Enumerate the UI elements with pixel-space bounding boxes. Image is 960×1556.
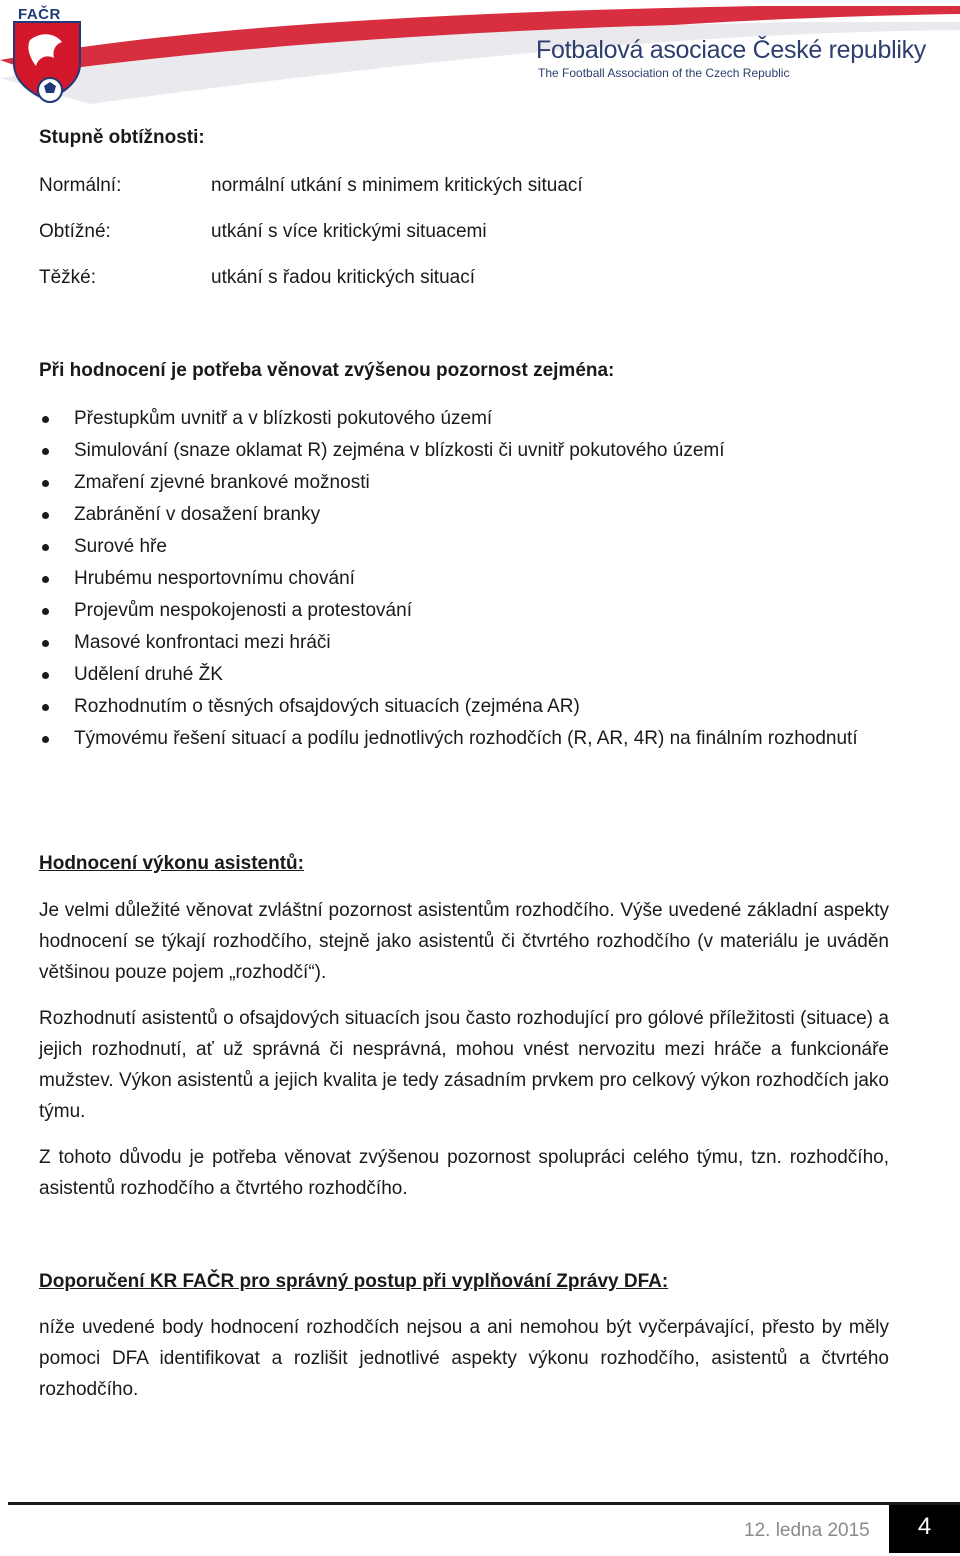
difficulty-description: utkání s více kritickými situacemi (211, 221, 487, 242)
assistants-heading: Hodnocení výkonu asistentů: (39, 853, 304, 874)
difficulty-label: Obtížné: (39, 221, 111, 242)
assistants-paragraph: Rozhodnutí asistentů o ofsajdových situacích jsou často rozhodující pro gólové příležitosti (situace) a jejich rozhodnutí, ať už správná či nesprávná, mohou vnést nervozitu mezi hráče a funkcionáře mužstev. Výkon asistentů a jejich kvalita je tedy zásadním prvkem pro celkový výkon rozhodčích jako týmu. (39, 1008, 889, 1122)
bullet-icon (42, 544, 49, 551)
difficulty-description: utkání s řadou kritických situací (211, 267, 475, 288)
difficulty-label: Normální: (39, 175, 122, 196)
organization-subtitle: The Football Association of the Czech Republic (538, 66, 790, 80)
page-header (0, 0, 960, 110)
list-item: Simulování (snaze oklamat R) zejména v blízkosti či uvnitř pokutového území (39, 435, 889, 467)
list-item: Hrubému nesportovnímu chování (39, 563, 889, 595)
list-item: Zabránění v dosažení branky (39, 499, 889, 531)
attention-list (39, 403, 889, 754)
bullet-icon (42, 672, 49, 679)
bullet-icon (42, 480, 49, 487)
bullet-icon (42, 608, 49, 615)
list-item: Týmovému řešení situací a podílu jednotlivých rozhodčích (R, AR, 4R) na finálním rozhodnutí (39, 723, 889, 754)
bullet-icon (42, 512, 49, 519)
difficulty-heading: Stupně obtížnosti: (39, 127, 205, 148)
page-number-box (889, 1505, 960, 1553)
list-item: Zmaření zjevné brankové možnosti (39, 467, 889, 499)
facr-logo-text: FAČR (18, 6, 61, 23)
bullet-icon (42, 704, 49, 711)
attention-heading: Při hodnocení je potřeba věnovat zvýšenou pozornost zejména: (39, 360, 615, 381)
bullet-icon (42, 416, 49, 423)
difficulty-description: normální utkání s minimem kritických situací (211, 175, 583, 196)
assistants-paragraph: Z tohoto důvodu je potřeba věnovat zvýšenou pozornost spolupráci celého týmu, tzn. rozhodčího, asistentů rozhodčího a čtvrtého rozhodčího. (39, 1147, 889, 1199)
bullet-icon (42, 736, 49, 743)
footer-date: 12. ledna 2015 (744, 1520, 870, 1541)
bullet-icon (42, 640, 49, 647)
bullet-icon (42, 576, 49, 583)
recommendation-paragraph: níže uvedené body hodnocení rozhodčích nejsou a ani nemohou být vyčerpávající, přesto by měly pomoci DFA identifikovat a rozlišit jednotlivé aspekty výkonu rozhodčího, asistentů a čtvrtého rozhodčího. (39, 1317, 889, 1400)
recommendation-heading: Doporučení KR FAČR pro správný postup při vyplňování Zprávy DFA: (39, 1271, 669, 1292)
difficulty-label: Těžké: (39, 267, 97, 288)
organization-title: Fotbalová asociace České republiky (536, 36, 927, 64)
list-item: Masové konfrontaci mezi hráči (39, 627, 889, 659)
list-item: Udělení druhé ŽK (39, 659, 889, 691)
list-item: Přestupkům uvnitř a v blízkosti pokutového území (39, 403, 889, 435)
list-item: Projevům nespokojenosti a protestování (39, 595, 889, 627)
assistants-paragraph: Je velmi důležité věnovat zvláštní pozornost asistentům rozhodčího. Výše uvedené základní aspekty hodnocení se týkají rozhodčího, stejně jako asistentů či čtvrtého rozhodčího (v materiálu je uváděn většinou pouze pojem „rozhodčí“). (39, 900, 889, 983)
list-item: Surové hře (39, 531, 889, 563)
footer-divider (8, 1502, 960, 1505)
list-item: Rozhodnutím o těsných ofsajdových situacích (zejména AR) (39, 691, 889, 723)
bullet-icon (42, 448, 49, 455)
page-number: 4 (917, 1513, 932, 1540)
